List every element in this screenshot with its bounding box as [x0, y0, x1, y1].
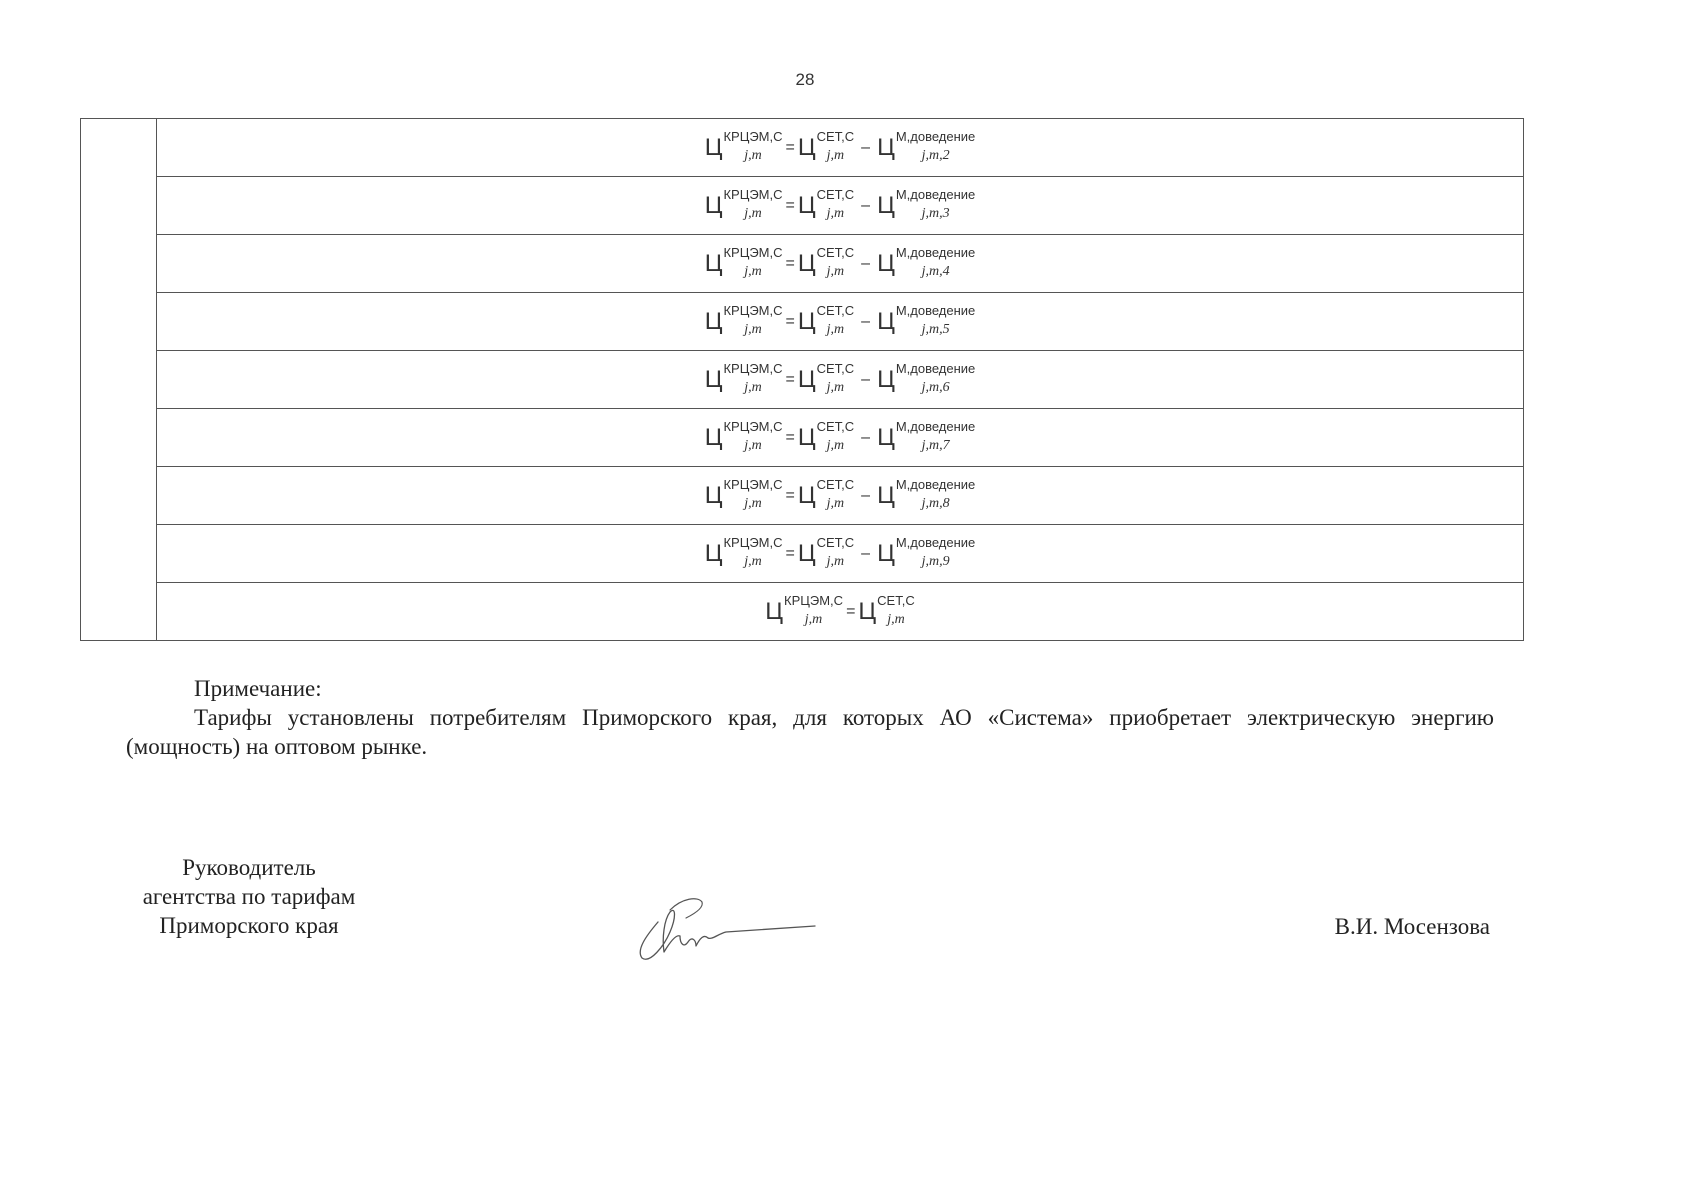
network-price-symbol — [858, 593, 915, 627]
symbol-subscript: j,m — [744, 264, 762, 279]
symbol-subscript: j,m — [826, 264, 845, 279]
equals-sign: = — [785, 312, 795, 330]
symbol-subscript: j,m,2 — [921, 148, 950, 163]
target-price-symbol — [704, 129, 783, 163]
table-row — [81, 351, 1524, 409]
symbol-superscript: КРЦЭМ,C — [784, 593, 844, 608]
symbol-subscript: j,m — [826, 148, 845, 163]
symbol-superscript: КРЦЭМ,C — [723, 477, 783, 492]
symbol-base: Ц — [704, 481, 723, 509]
signatory-title — [126, 853, 372, 940]
adjustment-price-symbol — [877, 129, 976, 163]
symbol-subscript: j,m — [744, 380, 762, 395]
symbol-indices — [816, 303, 855, 337]
minus-sign: – — [861, 428, 871, 446]
formula-cell — [157, 351, 1524, 409]
adjustment-price-symbol — [877, 361, 976, 395]
symbol-indices — [723, 535, 783, 569]
symbol-base: Ц — [797, 307, 816, 335]
symbol-superscript: М,доведение — [895, 303, 976, 318]
minus-sign: – — [861, 196, 871, 214]
table-row — [81, 525, 1524, 583]
symbol-subscript: j,m — [826, 322, 845, 337]
symbol-superscript: М,доведение — [895, 245, 976, 260]
symbol-superscript: М,доведение — [895, 535, 976, 550]
equals-sign: = — [785, 138, 795, 156]
table-row — [81, 119, 1524, 177]
network-price-symbol — [797, 535, 855, 569]
adjustment-price-symbol — [877, 245, 976, 279]
minus-sign: – — [861, 312, 871, 330]
target-price-symbol — [704, 361, 783, 395]
symbol-base: Ц — [704, 133, 723, 161]
handwritten-signature — [630, 888, 820, 968]
symbol-indices — [895, 535, 976, 569]
formula — [704, 361, 976, 395]
minus-sign: – — [861, 486, 871, 504]
signatory-title-line: агентства по тарифам — [142, 884, 356, 909]
symbol-superscript: М,доведение — [895, 129, 976, 144]
symbol-base: Ц — [797, 249, 816, 277]
symbol-indices — [723, 129, 783, 163]
table-row — [81, 293, 1524, 351]
symbol-subscript: j,m,9 — [921, 554, 950, 569]
formula — [704, 419, 976, 453]
symbol-indices — [816, 245, 855, 279]
symbol-superscript: КРЦЭМ,C — [723, 129, 783, 144]
symbol-base: Ц — [877, 307, 895, 335]
symbol-superscript: СЕТ,C — [816, 187, 855, 202]
symbol-base: Ц — [704, 191, 723, 219]
symbol-superscript: М,доведение — [895, 419, 976, 434]
symbol-base: Ц — [877, 365, 895, 393]
symbol-subscript: j,m — [744, 438, 762, 453]
symbol-indices — [723, 303, 783, 337]
symbol-superscript: СЕТ,C — [816, 419, 855, 434]
equals-sign: = — [785, 254, 795, 272]
symbol-subscript: j,m — [744, 322, 762, 337]
formula-cell — [157, 293, 1524, 351]
symbol-indices — [816, 477, 855, 511]
symbol-indices — [895, 419, 976, 453]
symbol-superscript: КРЦЭМ,C — [723, 245, 783, 260]
network-price-symbol — [797, 361, 855, 395]
symbol-subscript: j,m — [744, 148, 762, 163]
symbol-superscript: КРЦЭМ,C — [723, 535, 783, 550]
symbol-superscript: КРЦЭМ,C — [723, 303, 783, 318]
symbol-superscript: М,доведение — [895, 477, 976, 492]
target-price-symbol — [704, 303, 783, 337]
symbol-base: Ц — [704, 539, 723, 567]
symbol-subscript: j,m,8 — [921, 496, 950, 511]
symbol-base: Ц — [877, 539, 895, 567]
table-row — [81, 235, 1524, 293]
symbol-base: Ц — [877, 133, 895, 161]
symbol-indices — [895, 245, 976, 279]
adjustment-price-symbol — [877, 303, 976, 337]
page-number: 28 — [795, 70, 815, 89]
symbol-base: Ц — [797, 191, 816, 219]
symbol-base: Ц — [877, 481, 895, 509]
equals-sign: = — [785, 428, 795, 446]
target-price-symbol — [704, 245, 783, 279]
symbol-indices — [723, 477, 783, 511]
symbol-subscript: j,m — [826, 206, 845, 221]
note-section — [126, 674, 1494, 761]
symbol-base: Ц — [877, 191, 895, 219]
equals-sign: = — [846, 602, 856, 620]
symbol-subscript: j,m — [804, 612, 823, 627]
symbol-superscript: СЕТ,C — [816, 129, 855, 144]
symbol-base: Ц — [704, 307, 723, 335]
symbol-subscript: j,m — [744, 496, 762, 511]
symbol-indices — [895, 303, 976, 337]
network-price-symbol — [797, 129, 855, 163]
empty-cell — [81, 119, 157, 641]
signatory-title-line: Приморского края — [159, 913, 339, 938]
formula — [704, 535, 976, 569]
formula — [704, 187, 976, 221]
target-price-symbol — [765, 593, 844, 627]
note-text: Тарифы установлены потребителям Приморского края, для которых АО «Система» приобретает электрическую энергию (мощность) на оптовом рынке. — [126, 705, 1494, 759]
symbol-superscript: КРЦЭМ,C — [723, 361, 783, 376]
symbol-indices — [723, 245, 783, 279]
symbol-subscript: j,m,6 — [921, 380, 950, 395]
signatory-title-line: Руководитель — [182, 855, 316, 880]
equals-sign: = — [785, 370, 795, 388]
equals-sign: = — [785, 196, 795, 214]
symbol-superscript: СЕТ,C — [816, 535, 855, 550]
adjustment-price-symbol — [877, 419, 976, 453]
symbol-indices — [816, 129, 855, 163]
symbol-base: Ц — [877, 249, 895, 277]
adjustment-price-symbol — [877, 187, 976, 221]
formula-cell — [157, 467, 1524, 525]
formula-cell — [157, 119, 1524, 177]
symbol-base: Ц — [797, 133, 816, 161]
symbol-indices — [895, 477, 976, 511]
note-heading: Примечание: — [194, 676, 322, 701]
target-price-symbol — [704, 535, 783, 569]
formula — [704, 129, 976, 163]
symbol-base: Ц — [797, 539, 816, 567]
table-row — [81, 177, 1524, 235]
formula-cell — [157, 409, 1524, 467]
minus-sign: – — [861, 254, 871, 272]
symbol-base: Ц — [797, 365, 816, 393]
symbol-subscript: j,m — [826, 438, 845, 453]
symbol-subscript: j,m,5 — [921, 322, 950, 337]
adjustment-price-symbol — [877, 477, 976, 511]
symbol-indices — [816, 535, 855, 569]
symbol-indices — [895, 361, 976, 395]
network-price-symbol — [797, 303, 855, 337]
formula-cell — [157, 583, 1524, 641]
target-price-symbol — [704, 419, 783, 453]
symbol-subscript: j,m — [887, 612, 905, 627]
symbol-indices — [723, 361, 783, 395]
formula — [704, 303, 976, 337]
symbol-indices — [723, 187, 783, 221]
network-price-symbol — [797, 477, 855, 511]
symbol-base: Ц — [797, 423, 816, 451]
formula — [704, 477, 976, 511]
symbol-subscript: j,m,3 — [921, 206, 950, 221]
symbol-subscript: j,m — [826, 554, 845, 569]
symbol-superscript: СЕТ,C — [877, 593, 915, 608]
network-price-symbol — [797, 245, 855, 279]
symbol-subscript: j,m — [744, 206, 762, 221]
symbol-base: Ц — [704, 423, 723, 451]
symbol-superscript: М,доведение — [895, 187, 976, 202]
adjustment-price-symbol — [877, 535, 976, 569]
table-body — [81, 119, 1524, 641]
signatory-name: В.И. Мосензова — [1334, 914, 1490, 939]
symbol-base: Ц — [704, 365, 723, 393]
symbol-indices — [895, 129, 976, 163]
symbol-indices — [723, 419, 783, 453]
table-row — [81, 583, 1524, 641]
symbol-indices — [816, 187, 855, 221]
equals-sign: = — [785, 544, 795, 562]
symbol-superscript: КРЦЭМ,C — [723, 187, 783, 202]
table-row — [81, 467, 1524, 525]
symbol-indices — [784, 593, 844, 627]
symbol-indices — [877, 593, 915, 627]
tariff-formula-table — [80, 118, 1524, 641]
minus-sign: – — [861, 370, 871, 388]
symbol-superscript: СЕТ,C — [816, 303, 855, 318]
symbol-base: Ц — [797, 481, 816, 509]
symbol-subscript: j,m,7 — [921, 438, 950, 453]
network-price-symbol — [797, 187, 855, 221]
formula-cell — [157, 235, 1524, 293]
network-price-symbol — [797, 419, 855, 453]
symbol-indices — [816, 361, 855, 395]
minus-sign: – — [861, 138, 871, 156]
symbol-subscript: j,m — [826, 496, 845, 511]
symbol-base: Ц — [858, 597, 877, 625]
symbol-base: Ц — [765, 597, 784, 625]
minus-sign: – — [861, 544, 871, 562]
table-row — [81, 409, 1524, 467]
symbol-superscript: СЕТ,C — [816, 245, 855, 260]
symbol-superscript: М,доведение — [895, 361, 976, 376]
formula — [765, 593, 915, 627]
formula — [704, 245, 976, 279]
symbol-superscript: СЕТ,C — [816, 477, 855, 492]
symbol-indices — [816, 419, 855, 453]
formula-cell — [157, 177, 1524, 235]
symbol-indices — [895, 187, 976, 221]
formula-cell — [157, 525, 1524, 583]
symbol-subscript: j,m — [826, 380, 845, 395]
symbol-subscript: j,m,4 — [921, 264, 950, 279]
symbol-superscript: КРЦЭМ,C — [723, 419, 783, 434]
symbol-base: Ц — [877, 423, 895, 451]
symbol-base: Ц — [704, 249, 723, 277]
symbol-superscript: СЕТ,C — [816, 361, 855, 376]
symbol-subscript: j,m — [744, 554, 762, 569]
target-price-symbol — [704, 187, 783, 221]
target-price-symbol — [704, 477, 783, 511]
equals-sign: = — [785, 486, 795, 504]
